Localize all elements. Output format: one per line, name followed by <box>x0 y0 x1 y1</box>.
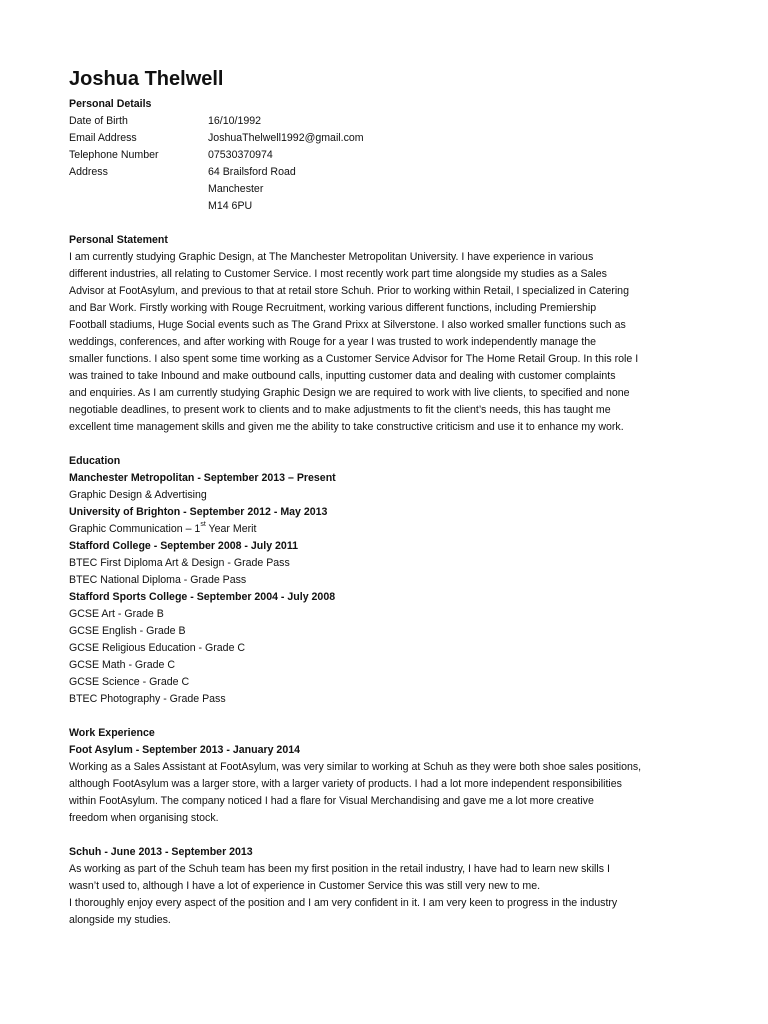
statement-line: negotiable deadlines, to present work to clients and to make adjustments to fit the client’s needs, this has taught me <box>69 404 611 416</box>
detail-row <box>69 181 708 198</box>
detail-value: 64 Brailsford Road <box>208 166 296 178</box>
education-course <box>69 521 708 538</box>
personal-statement-heading: Personal Statement <box>69 234 168 246</box>
detail-value: 16/10/1992 <box>208 115 262 127</box>
job-description-line: although FootAsylum was a larger store, with a larger variety of products. I had a lot more independent responsibilities <box>69 778 622 790</box>
course-text: Year Merit <box>205 523 257 535</box>
job-description-line: I thoroughly enjoy every aspect of the position and I am very confident in it. I am very keen to progress in the industry <box>69 897 618 909</box>
education-course: GCSE English - Grade B <box>69 625 186 637</box>
detail-row <box>69 147 708 164</box>
education-entry-title: Stafford College - September 2008 - July 2011 <box>69 540 299 552</box>
detail-value: JoshuaThelwell1992@gmail.com <box>208 132 364 144</box>
job-description-line: As working as part of the Schuh team has been my first position in the retail industry, I have had to learn new skills I <box>69 863 610 875</box>
job-description-line: within FootAsylum. The company noticed I had a flare for Visual Merchandising and gave me a lot more creative <box>69 795 594 807</box>
statement-line: was trained to take Inbound and make outbound calls, inputting customer data and dealing with customer complaints <box>69 370 616 382</box>
education-course: Graphic Design & Advertising <box>69 489 207 501</box>
ordinal-suffix: st <box>200 521 206 529</box>
education-course: GCSE Art - Grade B <box>69 608 164 620</box>
detail-value: 07530370974 <box>208 149 273 161</box>
statement-line: different industries, all relating to Customer Service. I most recently work part time alongside my studies as a Sales <box>69 268 607 280</box>
detail-label <box>69 198 208 215</box>
education-course: GCSE Religious Education - Grade C <box>69 642 246 654</box>
job-title: Schuh - June 2013 - September 2013 <box>69 846 253 858</box>
detail-row <box>69 198 708 215</box>
statement-line: I am currently studying Graphic Design, at The Manchester Metropolitan University. I have experience in various <box>69 251 594 263</box>
job-description-line: freedom when organising stock. <box>69 812 219 824</box>
education-course: BTEC First Diploma Art & Design - Grade Pass <box>69 557 290 569</box>
personal-details-heading: Personal Details <box>69 98 152 110</box>
detail-row <box>69 113 708 130</box>
statement-line: smaller functions. I also spent some time working as a Customer Service Advisor for The Home Retail Group. In this role I <box>69 353 639 365</box>
personal-details-section <box>69 96 708 215</box>
education-entry-title: Stafford Sports College - September 2004 - July 2008 <box>69 591 336 603</box>
job-description-line: wasn’t used to, although I have a lot of experience in Customer Service this was still very new to me. <box>69 880 541 892</box>
detail-value: M14 6PU <box>208 200 253 212</box>
job-description-line: alongside my studies. <box>69 914 171 926</box>
detail-value: Manchester <box>208 183 264 195</box>
detail-label: Date of Birth <box>69 115 128 127</box>
detail-label: Email Address <box>69 132 137 144</box>
education-course: BTEC National Diploma - Grade Pass <box>69 574 247 586</box>
education-section <box>69 453 708 708</box>
job-title: Foot Asylum - September 2013 - January 2014 <box>69 744 300 756</box>
education-entry-title: Manchester Metropolitan - September 2013 – Present <box>69 472 336 484</box>
personal-details-table <box>69 113 708 215</box>
detail-row <box>69 164 708 181</box>
education-course: BTEC Photography - Grade Pass <box>69 693 226 705</box>
personal-statement-section <box>69 232 708 436</box>
personal-statement-text <box>69 249 708 436</box>
job-description-line: Working as a Sales Assistant at FootAsylum, was very similar to working at Schuh as they were both shoe sales positions, <box>69 761 642 773</box>
education-course: GCSE Math - Grade C <box>69 659 175 671</box>
detail-label: Address <box>69 166 108 178</box>
candidate-name: Joshua Thelwell <box>69 68 224 90</box>
statement-line: and enquiries. As I am currently studying Graphic Design we are required to work with live clients, to specified and none <box>69 387 630 399</box>
education-entry-title: University of Brighton - September 2012 - May 2013 <box>69 506 328 518</box>
education-heading: Education <box>69 455 121 467</box>
work-experience-section <box>69 725 708 929</box>
education-course: GCSE Science - Grade C <box>69 676 190 688</box>
detail-label <box>69 181 208 198</box>
statement-line: Football stadiums, Huge Social events such as The Grand Prixx at Silverstone. I also worked smaller functions such as <box>69 319 626 331</box>
detail-row <box>69 130 708 147</box>
statement-line: weddings, conferences, and after working with Rouge for a year I was trusted to work independently manage the <box>69 336 597 348</box>
work-experience-heading: Work Experience <box>69 727 155 739</box>
detail-label: Telephone Number <box>69 149 159 161</box>
course-text: Graphic Communication – 1 <box>69 523 201 535</box>
statement-line: excellent time management skills and given me the ability to take constructive criticism and use it to enhance my work. <box>69 421 624 433</box>
statement-line: and Bar Work. Firstly working with Rouge Recruitment, working various different functions, including Premiership <box>69 302 597 314</box>
statement-line: Advisor at FootAsylum, and previous to that at retail store Schuh. Prior to working within Retail, I specialized in Catering <box>69 285 629 297</box>
